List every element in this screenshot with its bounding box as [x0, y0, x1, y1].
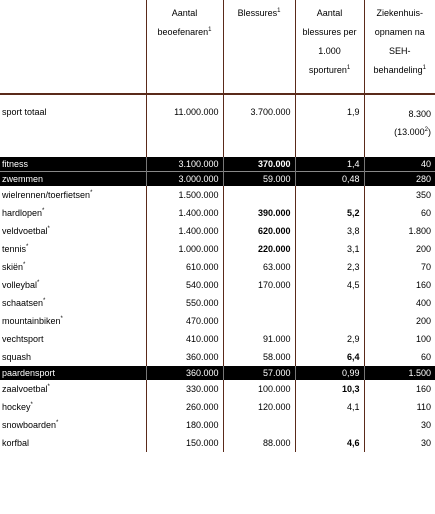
opnamen-cell: 30 [364, 434, 435, 452]
blessures-cell: 120.000 [223, 398, 295, 416]
per1000-cell: 4,1 [295, 398, 364, 416]
opnamen-cell: 60 [364, 204, 435, 222]
beoefenaren-cell: 610.000 [146, 258, 223, 276]
total-blessures: 3.700.000 [223, 94, 295, 143]
table-row [0, 204, 435, 222]
table-row [0, 380, 435, 398]
beoefenaren-cell: 1.500.000 [146, 186, 223, 204]
table-row [0, 222, 435, 240]
total-opnamen [364, 94, 435, 143]
beoefenaren-cell: 360.000 [146, 348, 223, 366]
per1000-cell: 6,4 [295, 348, 364, 366]
opnamen-cell: 400 [364, 294, 435, 312]
blessures-cell: 57.000 [223, 366, 295, 380]
sport-name: wielrennen/toerfietsen* [2, 190, 93, 200]
beoefenaren-cell: 540.000 [146, 276, 223, 294]
per1000-cell: 4,5 [295, 276, 364, 294]
opnamen-cell: 160 [364, 380, 435, 398]
sport-name: skiën* [2, 262, 26, 272]
per1000-cell: 5,2 [295, 204, 364, 222]
per1000-cell: 3,8 [295, 222, 364, 240]
per1000-cell [295, 186, 364, 204]
beoefenaren-cell: 3.000.000 [146, 172, 223, 187]
per1000-cell: 0,99 [295, 366, 364, 380]
table-body [0, 94, 435, 452]
header-sport [0, 0, 146, 94]
opnamen-cell: 100 [364, 330, 435, 348]
beoefenaren-cell: 1.400.000 [146, 204, 223, 222]
opnamen-cell: 30 [364, 416, 435, 434]
sport-name: zwemmen [0, 172, 146, 187]
per1000-cell: 0,48 [295, 172, 364, 187]
beoefenaren-cell: 550.000 [146, 294, 223, 312]
blessures-cell: 63.000 [223, 258, 295, 276]
beoefenaren-cell: 260.000 [146, 398, 223, 416]
table-row [0, 172, 435, 187]
sport-name: mountainbiken* [2, 316, 63, 326]
blessures-cell [223, 186, 295, 204]
total-beoefenaren: 11.000.000 [146, 94, 223, 143]
total-opnamen-value: 8.300 [408, 109, 431, 119]
header-row [0, 0, 435, 94]
per1000-cell: 2,9 [295, 330, 364, 348]
sport-name: hockey* [2, 402, 33, 412]
opnamen-cell: 1.500 [364, 366, 435, 380]
sport-name: vechtsport [2, 334, 44, 344]
per1000-cell: 1,4 [295, 157, 364, 172]
header-ziekenhuisopnamen: Ziekenhuis-opnamen na SEH-behandeling$^1$ [364, 0, 435, 94]
sport-name: hardlopen* [2, 208, 45, 218]
sport-name: zaalvoetbal* [2, 384, 50, 394]
total-opnamen-extra: (13.000$^2$) [394, 127, 431, 137]
blessures-cell: 390.000 [223, 204, 295, 222]
blessures-cell: 620.000 [223, 222, 295, 240]
sport-name: paardensport [0, 366, 146, 380]
per1000-cell [295, 312, 364, 330]
sport-name: tennis* [2, 244, 29, 254]
total-per1000: 1,9 [295, 94, 364, 143]
total-name: sport totaal [2, 107, 47, 117]
table-row [0, 366, 435, 380]
table-row [0, 398, 435, 416]
opnamen-cell: 70 [364, 258, 435, 276]
beoefenaren-cell: 410.000 [146, 330, 223, 348]
table-row [0, 330, 435, 348]
table-row [0, 186, 435, 204]
beoefenaren-cell: 1.400.000 [146, 222, 223, 240]
header-beoefenaren: Aantal beoefenaren$^1$ [146, 0, 223, 94]
per1000-cell: 2,3 [295, 258, 364, 276]
beoefenaren-cell: 360.000 [146, 366, 223, 380]
opnamen-cell: 40 [364, 157, 435, 172]
beoefenaren-cell: 180.000 [146, 416, 223, 434]
opnamen-cell: 200 [364, 312, 435, 330]
blessures-cell: 58.000 [223, 348, 295, 366]
table-row [0, 276, 435, 294]
beoefenaren-cell: 470.000 [146, 312, 223, 330]
blessures-cell: 220.000 [223, 240, 295, 258]
table-row [0, 240, 435, 258]
blessures-cell: 170.000 [223, 276, 295, 294]
sport-name: fitness [0, 157, 146, 172]
sport-name: snowboarden* [2, 420, 59, 430]
opnamen-cell: 1.800 [364, 222, 435, 240]
total-row [0, 94, 435, 143]
table-row [0, 348, 435, 366]
blessures-cell [223, 312, 295, 330]
header-per1000: Aantal blessures per 1.000 sporturen$^1$ [295, 0, 364, 94]
spacer-row [0, 143, 435, 157]
blessures-cell: 88.000 [223, 434, 295, 452]
beoefenaren-cell: 150.000 [146, 434, 223, 452]
sport-name: squash [2, 352, 32, 362]
per1000-cell [295, 294, 364, 312]
per1000-cell: 3,1 [295, 240, 364, 258]
opnamen-cell: 160 [364, 276, 435, 294]
table-row [0, 258, 435, 276]
beoefenaren-cell: 1.000.000 [146, 240, 223, 258]
opnamen-cell: 350 [364, 186, 435, 204]
table-row [0, 294, 435, 312]
opnamen-cell: 200 [364, 240, 435, 258]
opnamen-cell: 110 [364, 398, 435, 416]
beoefenaren-cell: 330.000 [146, 380, 223, 398]
sport-name: volleybal* [2, 280, 40, 290]
blessures-cell [223, 294, 295, 312]
opnamen-cell: 60 [364, 348, 435, 366]
table-row [0, 416, 435, 434]
sport-name: schaatsen* [2, 298, 46, 308]
opnamen-cell: 280 [364, 172, 435, 187]
blessures-cell: 100.000 [223, 380, 295, 398]
blessures-cell: 59.000 [223, 172, 295, 187]
blessures-cell: 370.000 [223, 157, 295, 172]
table-row [0, 434, 435, 452]
per1000-cell: 10,3 [295, 380, 364, 398]
table-row [0, 157, 435, 172]
per1000-cell: 4,6 [295, 434, 364, 452]
sport-name: veldvoetbal* [2, 226, 50, 236]
blessures-cell [223, 416, 295, 434]
blessures-cell: 91.000 [223, 330, 295, 348]
beoefenaren-cell: 3.100.000 [146, 157, 223, 172]
sport-name: korfbal [2, 438, 30, 448]
per1000-cell [295, 416, 364, 434]
table-row [0, 312, 435, 330]
header-blessures: Blessures$^1$ [223, 0, 295, 94]
